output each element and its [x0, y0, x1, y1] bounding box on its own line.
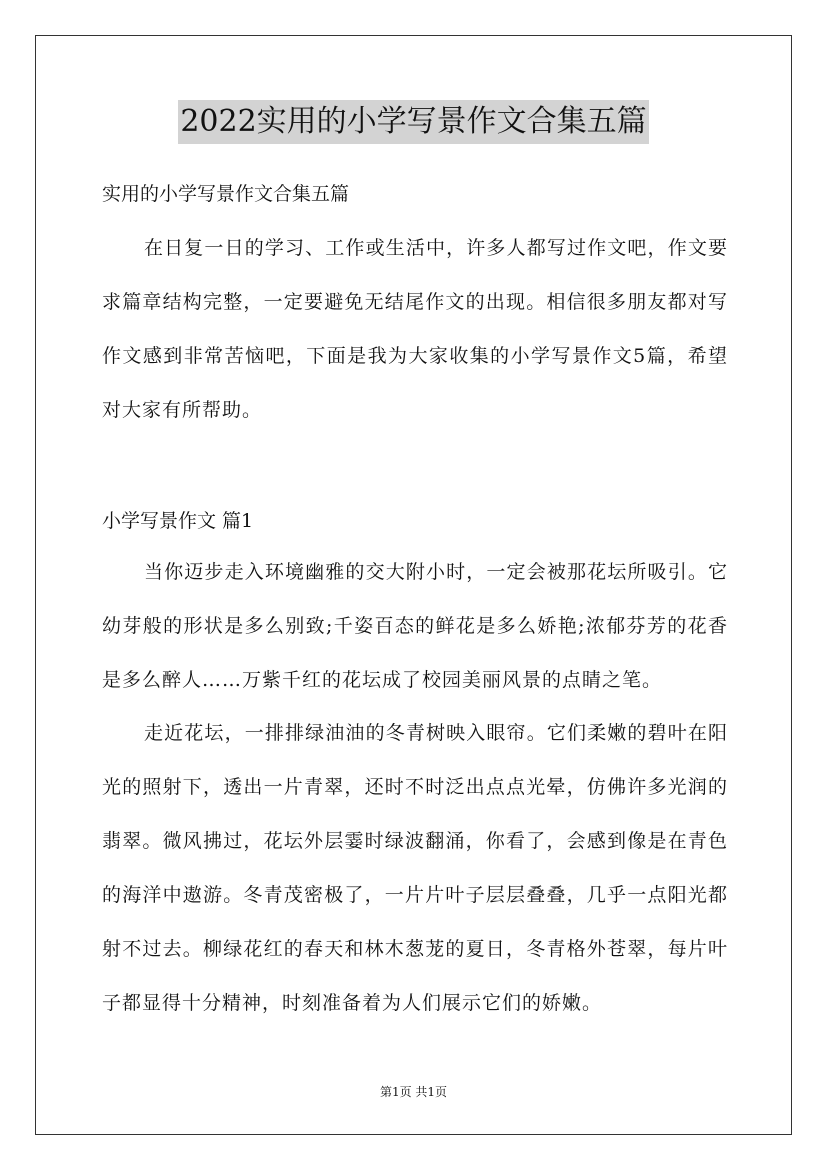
document-subtitle: 实用的小学写景作文合集五篇	[102, 183, 350, 205]
section-heading: 小学写景作文 篇1	[102, 510, 254, 532]
document-title: 2022实用的小学写景作文合集五篇	[178, 100, 648, 144]
page-footer: 第1页 共1页	[379, 1085, 448, 1099]
body-paragraph-2: 走近花坛，一排排绿油油的冬青树映入眼帘。它们柔嫩的碧叶在阳光的照射下，透出一片青翠，还时不时泛出点点光晕，仿佛许多光润的翡翠。微风拂过，花坛外层霎时绿波翻涌，你看了，会感到像是在青色的海洋中遨游。冬青茂密极了，一片片叶子层层叠叠，几乎一点阳光都射不过去。柳绿花红的春天和林木葱茏的夏日，冬青格外苍翠，每片叶子都显得十分精神，时刻准备着为人们展示它们的娇嫩。	[102, 722, 728, 1014]
title-container	[0, 100, 827, 144]
intro-paragraph: 在日复一日的学习、工作或生活中，许多人都写过作文吧，作文要求篇章结构完整，一定要避免无结尾作文的出现。相信很多朋友都对写作文感到非常苦恼吧，下面是我为大家收集的小学写景作文5篇，希望对大家有所帮助。	[102, 237, 728, 421]
body-paragraph-1: 当你迈步走入环境幽雅的交大附小时，一定会被那花坛所吸引。它幼芽般的形状是多么别致;千姿百态的鲜花是多么娇艳;浓郁芬芳的花香是多么醉人……万紫千红的花坛成了校园美丽风景的点睛之笔。	[102, 561, 728, 691]
